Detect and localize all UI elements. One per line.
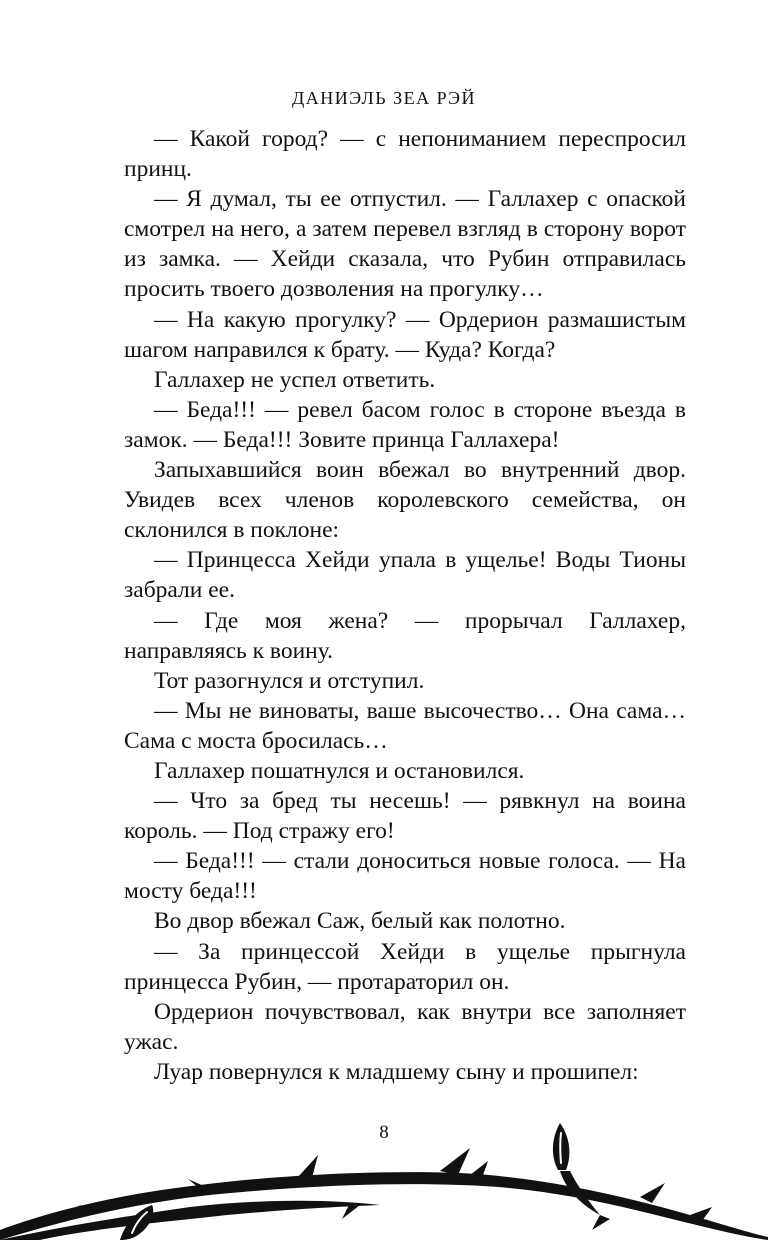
paragraph: — На какую прогулку? — Ордерион размашистым шагом направился к брату. — Куда? Когда? — [124, 306, 686, 363]
thorn-branch-icon — [0, 1115, 768, 1240]
paragraph: Запыхавшийся воин вбежал во внутренний двор. Увидев всех членов королевского семейства, он склонился в поклоне: — [124, 457, 686, 544]
paragraph: — Принцесса Хейди упала в ущелье! Воды Тионы забрали ее. — [124, 547, 686, 604]
paragraph: Тот разогнулся и отступил. — [154, 667, 425, 694]
paragraph: Галлахер пошатнулся и остановился. — [154, 757, 525, 784]
body-text — [124, 124, 686, 1087]
paragraph: — Беда!!! — стали доноситься новые голоса. — На мосту беда!!! — [124, 848, 686, 905]
running-head: ДАНИЭЛЬ ЗЕА РЭЙ — [292, 88, 476, 108]
page-number: 8 — [379, 1122, 389, 1143]
paragraph: — Я думал, ты ее отпустил. — Галлахер с опаской смотрел на него, а затем перевел взгляд в сторону ворот из замка. — Хейди сказала, что Рубин отправилась просить твоего дозволения на прогулку… — [124, 186, 686, 303]
paragraph: — Где моя жена? — прорычал Галлахер, направляясь к воину. — [124, 607, 686, 664]
paragraph: Ордерион почувствовал, как внутри все заполняет ужас. — [124, 998, 686, 1055]
paragraph: Луар повернулся к младшему сыну и прошипел: — [154, 1058, 639, 1085]
paragraph: Во двор вбежал Саж, белый как полотно. — [154, 908, 566, 935]
paragraph: Галлахер не успел ответить. — [154, 366, 436, 393]
paragraph: — Какой город? — с непониманием переспросил принц. — [124, 126, 686, 183]
paragraph: — Беда!!! — ревел басом голос в стороне въезда в замок. — Беда!!! Зовите принца Галлахера! — [124, 396, 686, 453]
paragraph: — За принцессой Хейди в ущелье прыгнула принцесса Рубин, — протараторил он. — [124, 938, 686, 995]
paragraph: — Мы не виноваты, ваше высочество… Она сама… Сама с моста бросилась… — [124, 697, 686, 754]
paragraph: — Что за бред ты несешь! — рявкнул на воина король. — Под стражу его! — [124, 788, 686, 845]
